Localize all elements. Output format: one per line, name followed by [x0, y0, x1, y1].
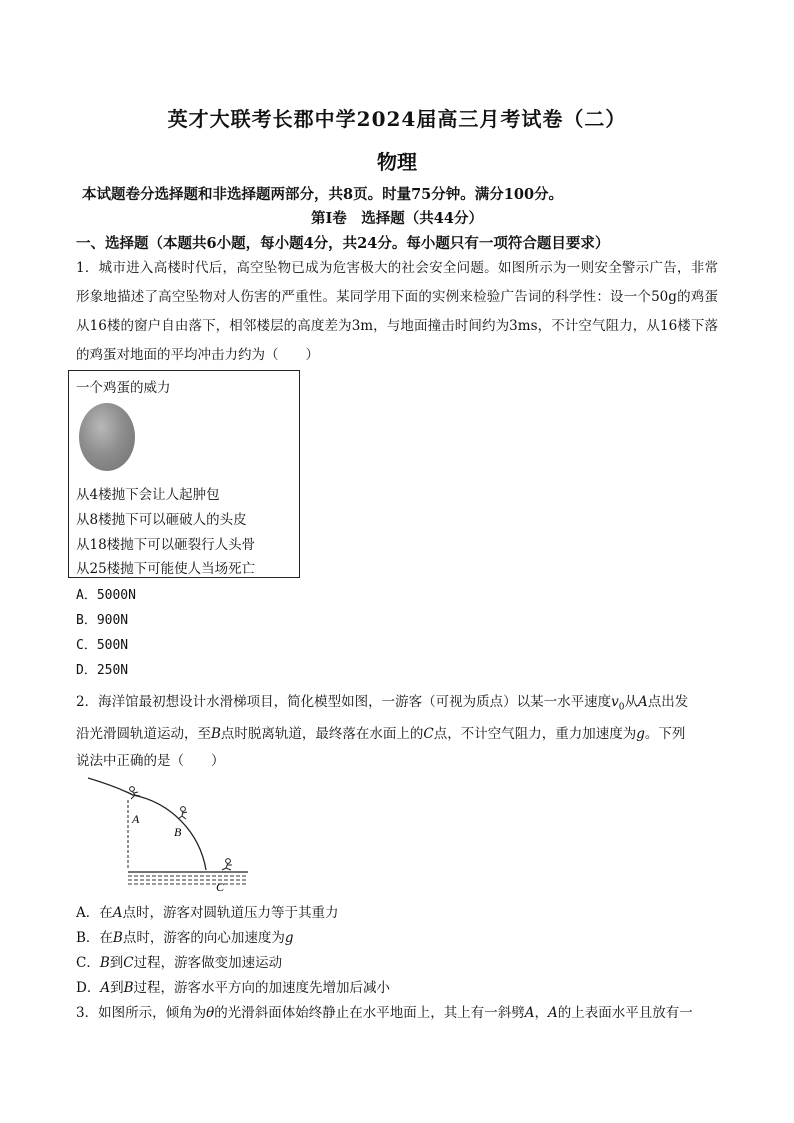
q1-ad-box: [68, 370, 300, 578]
q1-stem: 1．城市进入高楼时代后，高空坠物已成为危害极大的社会安全问题。如图所示为一则安全警示广告，非常形象地描述了高空坠物对人伤害的严重性。某同学用下面的实例来检验广告词的科学性：设一个50g的鸡蛋从16楼的窗户自由落下，相邻楼层的高度差为3m，与地面撞击时间约为3ms，不计空气阻力，从16楼下落的鸡蛋对地面的平均冲击力约为（ ）: [76, 260, 718, 363]
exam-title: 英才大联考长郡中学2024届高三月考试卷（二）: [167, 107, 627, 131]
q1-option-d: D．250N: [76, 663, 129, 678]
q1-box-line: 从18楼抛下可以砸裂行人头骨: [76, 537, 256, 553]
q1-option-c: C．500N: [76, 638, 129, 653]
q1-box-line: 从8楼抛下可以砸破人的头皮: [76, 512, 247, 528]
label-b: B: [174, 825, 182, 839]
section-title: 一、选择题（本题共6小题，每小题4分，共24分。每小题只有一项符合题目要求）: [76, 235, 610, 252]
q2-option-d: D．A到B过程，游客水平方向的加速度先增加后减小: [76, 980, 390, 996]
egg-image: [79, 403, 135, 471]
q2-stem-line3: 说法中正确的是（ ）: [76, 753, 225, 769]
q2-option-a: A．在A点时，游客对圆轨道压力等于其重力: [76, 905, 339, 921]
subject-title: 物理: [377, 150, 417, 174]
q2-stem-line1: 2．海洋馆最初想设计水滑梯项目，简化模型如图，一游客（可视为质点）以某一水平速度$v_0$从A点出发: [76, 694, 689, 713]
q2-option-b: B．在B点时，游客的向心加速度为g: [76, 930, 294, 946]
q2-option-c: C．B到C过程，游客做变加速运动: [76, 955, 283, 971]
part-title: 第Ⅰ卷 选择题（共44分）: [311, 210, 483, 227]
exam-intro: 本试题卷分选择题和非选择题两部分，共8页。时量75分钟。满分100分。: [82, 186, 564, 203]
label-c: C: [216, 880, 225, 894]
label-a: A: [132, 812, 140, 826]
q1-option-b: B．900N: [76, 613, 129, 628]
q2-stem-line2: 沿光滑圆轨道运动，至B点时脱离轨道，最终落在水面上的C点，不计空气阻力，重力加速度为g。下列: [76, 726, 686, 742]
q2-slide-figure: [88, 770, 258, 895]
q1-box-title: 一个鸡蛋的威力: [76, 380, 171, 396]
q1-option-a: A．5000N: [76, 588, 136, 603]
q1-box-line: 从25楼抛下可能使人当场死亡: [76, 561, 256, 577]
q3-stem: 3．如图所示，倾角为θ的光滑斜面体始终静止在水平地面上，其上有一斜劈A，A的上表面水平且放有一: [76, 1005, 693, 1021]
q1-box-line: 从4楼抛下会让人起肿包: [76, 487, 220, 503]
